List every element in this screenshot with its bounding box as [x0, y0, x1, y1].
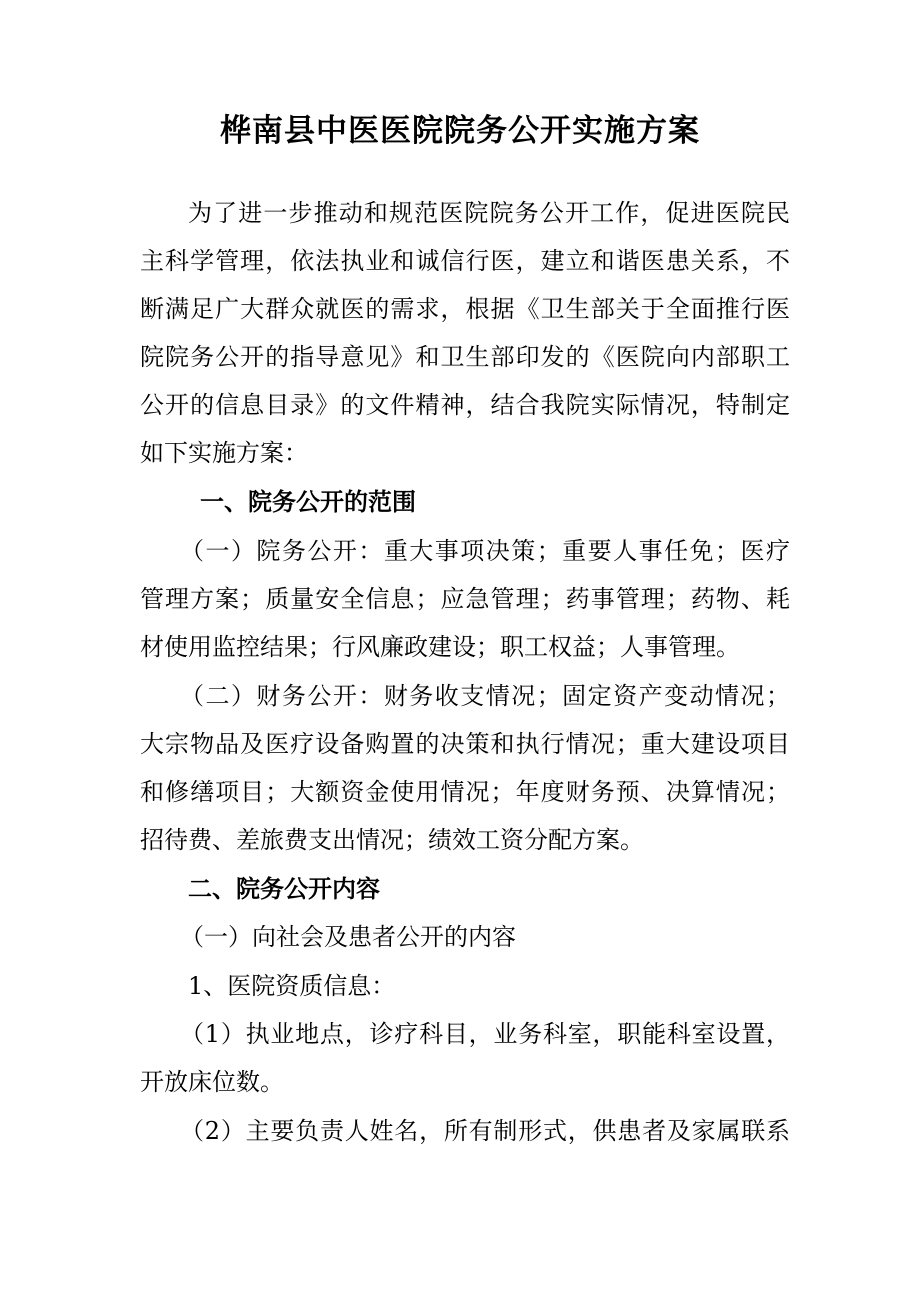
- paragraph-line: 主科学管理，依法执业和诚信行医，建立和谐医患关系，不: [140, 247, 790, 275]
- paragraph-line: （1）执业地点，诊疗科目，业务科室，职能科室设置，: [180, 1020, 790, 1048]
- paragraph-line: 和修缮项目；大额资金使用情况；年度财务预、决算情况；: [140, 778, 790, 806]
- paragraph-line: 为了进一步推动和规范医院院务公开工作，促进医院民: [188, 199, 790, 227]
- paragraph-line: 断满足广大群众就医的需求，根据《卫生部关于全面推行医: [140, 295, 790, 323]
- paragraph-line: （一）院务公开：重大事项决策；重要人事任免；医疗: [180, 537, 790, 565]
- list-item-heading: 1、医院资质信息：: [188, 972, 396, 1000]
- paragraph-line: 材使用监控结果；行风廉政建设；职工权益；人事管理。: [140, 633, 740, 661]
- paragraph-line: （二）财务公开：财务收支情况；固定资产变动情况；: [180, 682, 790, 710]
- section-heading: 二、院务公开内容: [188, 874, 380, 903]
- paragraph-line: 开放床位数。: [140, 1068, 284, 1096]
- subsection-heading: （一）向社会及患者公开的内容: [180, 923, 516, 951]
- paragraph-line: 大宗物品及医疗设备购置的决策和执行情况；重大建设项目: [140, 730, 790, 758]
- paragraph-line: 如下实施方案：: [140, 439, 308, 467]
- paragraph-line: 院院务公开的指导意见》和卫生部印发的《医院向内部职工: [140, 343, 790, 371]
- paragraph-line: 公开的信息目录》的文件精神，结合我院实际情况，特制定: [140, 391, 790, 419]
- document-title: 桦南县中医医院院务公开实施方案: [220, 113, 700, 149]
- paragraph-line: （2）主要负责人姓名，所有制形式，供患者及家属联系: [180, 1117, 790, 1145]
- paragraph-line: 管理方案；质量安全信息；应急管理；药事管理；药物、耗: [140, 585, 790, 613]
- section-heading: 一、院务公开的范围: [200, 487, 416, 516]
- paragraph-line: 招待费、差旅费支出情况；绩效工资分配方案。: [140, 826, 644, 854]
